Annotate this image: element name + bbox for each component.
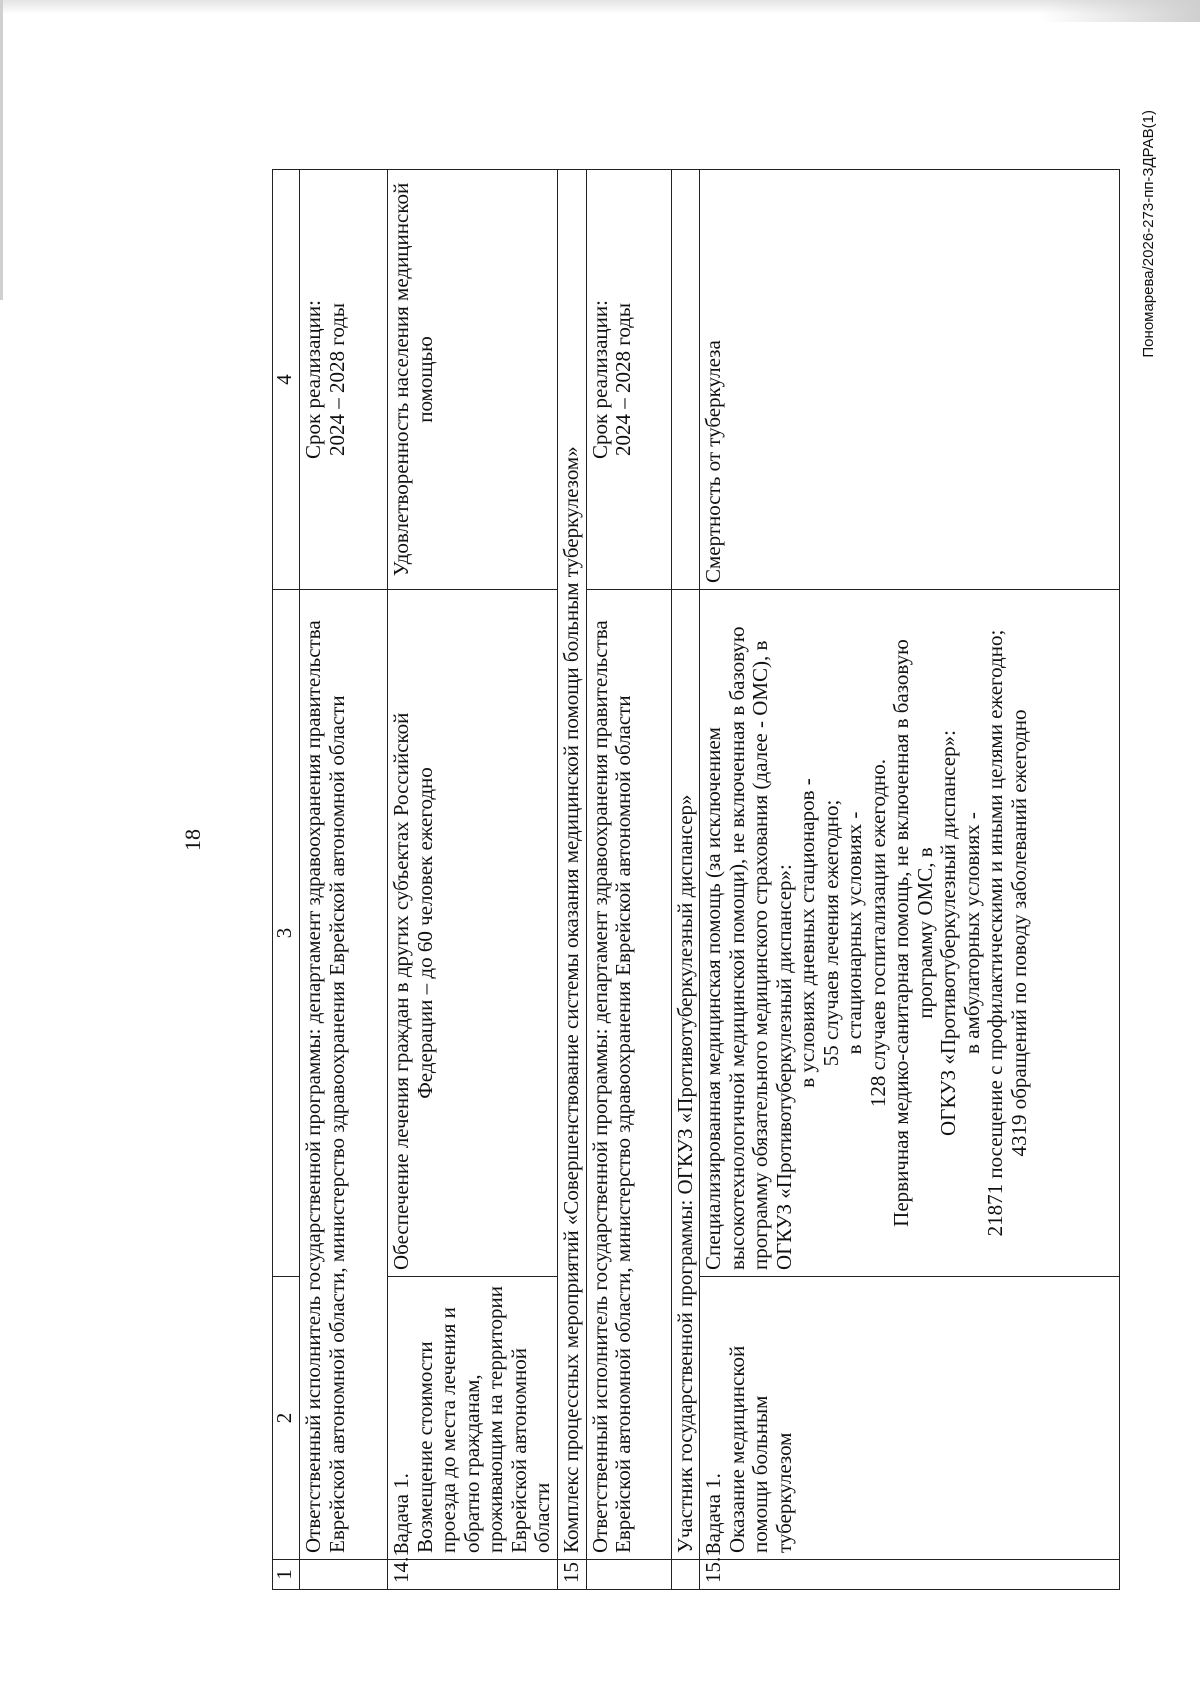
empty-cell [671, 170, 700, 590]
program-table [272, 169, 1120, 1590]
result-line: Федерации – до 60 человек ежегодно [412, 767, 437, 1099]
empty-cell [671, 1560, 700, 1590]
task-text: Возмещение стоимости проезда до места лечения и обратно гражданам, проживающим на территории Еврейской автономной области [412, 1286, 555, 1553]
scan-edge-corner [1040, 0, 1200, 22]
header-cell: 3 [273, 590, 300, 1277]
header-cell: 4 [273, 170, 300, 590]
result-line: в амбулаторных условиях - [959, 812, 984, 1054]
term-cell [586, 170, 671, 590]
term-label: Срок реализации: [587, 300, 612, 459]
table-row [671, 170, 700, 1590]
header-cell: 1 [273, 1560, 300, 1590]
table-header-row [273, 170, 300, 1590]
result-line: 21871 посещение с профилактическими и иными целями ежегодно; [983, 629, 1008, 1237]
result-line: 4319 обращений по поводу заболеваний ежегодно [1006, 709, 1031, 1157]
task-label: Задача 1. [389, 1473, 413, 1553]
table-row [388, 170, 558, 1590]
result-line: Первичная медико-санитарная помощь, не включенная в базовую программу ОМС, в [889, 639, 937, 1227]
term-years: 2024 – 2028 годы [611, 302, 636, 457]
table-row [558, 170, 587, 1590]
term-years: 2024 – 2028 годы [324, 302, 349, 457]
result-line: 128 случаев госпитализации ежегодно. [865, 758, 890, 1108]
responsible-executor: Ответственный исполнитель государственной программы: департамент здравоохранения правительства Еврейской автономной области, министерство здравоохранения Еврейской автономной области [586, 590, 671, 1560]
rotated-page [180, 90, 1180, 1590]
table-row [700, 170, 1120, 1590]
table-row [586, 170, 671, 1590]
result-line: Обеспечение лечения граждан в других субъектах Российской [389, 712, 413, 1270]
result-line: в условиях дневных стационаров - [795, 778, 820, 1088]
row-number: 15 [558, 1560, 587, 1590]
result-line: ОГКУЗ «Противотуберкулезный диспансер»: [936, 730, 961, 1136]
result-cell [388, 590, 558, 1277]
empty-cell [586, 1560, 671, 1590]
responsible-executor: Ответственный исполнитель государственной программы: департамент здравоохранения правительства Еврейской автономной области, министерство здравоохранения Еврейской автономной области [300, 590, 388, 1560]
header-cell: 2 [273, 1277, 300, 1560]
task-cell [388, 1277, 558, 1560]
program-participant: Участник государственной программы: ОГКУЗ «Противотуберкулезный диспансер» [671, 590, 700, 1560]
section-title: Комплекс процессных мероприятий «Совершенствование системы оказания медицинской помощи больным туберкулезом» [558, 170, 587, 1560]
scan-edge [0, 0, 1200, 14]
result-line: в стационарных условиях - [842, 811, 867, 1055]
task-cell [700, 1277, 1120, 1560]
indicator-cell: Удовлетворенность населения медицинской помощью [388, 170, 558, 590]
page-number: 18 [180, 829, 205, 851]
result-line: 55 случаев лечения ежегодно; [818, 799, 843, 1067]
task-text: Оказание медицинской помощи больным туберкулезом [724, 1345, 796, 1553]
task-label: Задача 1. [701, 1473, 726, 1553]
table-row [300, 170, 388, 1590]
empty-cell [300, 1560, 388, 1590]
row-number: 15.1 [700, 1560, 1120, 1590]
result-cell [700, 590, 1120, 1277]
term-label: Срок реализации: [301, 300, 325, 459]
result-line: Специализированная медицинская помощь (за исключением высокотехнологичной медицинской помощи), не включенная в базовую программу обязательного медицинского страхования (далее - ОМС), в ОГКУЗ «Противотуберкулезный диспансер»: [701, 626, 796, 1270]
term-cell [300, 170, 388, 590]
row-number: 14.1 [388, 1560, 558, 1590]
indicator-cell: Смертность от туберкулеза [700, 170, 1120, 590]
document-code: Пономарева/2026-273-пп-ЗДРАВ(1) [1140, 110, 1157, 358]
scan-edge-left [0, 0, 3, 300]
